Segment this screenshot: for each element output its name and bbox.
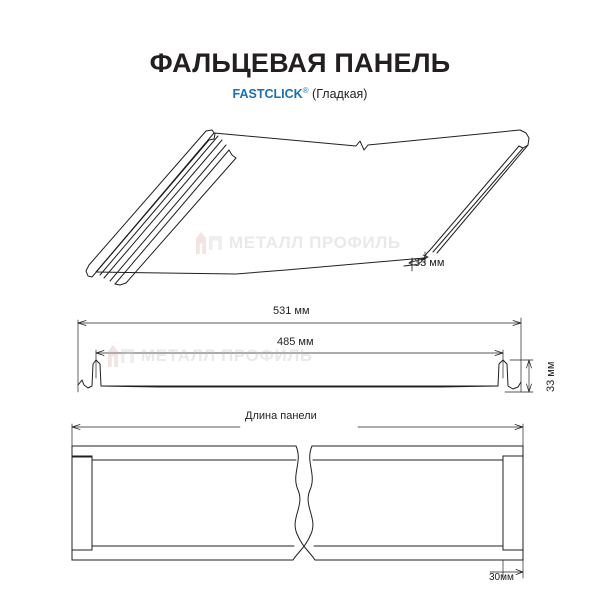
perspective-view [86,130,529,285]
cross-section-view [78,318,533,392]
watermark-text: МЕТАЛЛ ПРОФИЛЬ [141,346,313,365]
watermark-text: МЕТАЛЛ ПРОФИЛЬ [229,233,401,252]
panel-length-label: Длина панели [245,410,317,422]
edge-fold-label: 30мм [489,572,514,583]
total-width-label: 531 мм [273,305,310,317]
page-title: ФАЛЬЦЕВАЯ ПАНЕЛЬ [149,48,451,78]
section-height-label: 33 мм [545,361,557,392]
useful-width-label: 485 мм [277,336,314,348]
perspective-height-label: 33 мм [414,257,445,269]
brand-name: FASTCLICK [232,87,303,102]
plan-view [72,424,523,578]
subtitle-suffix: (Гладкая) [308,87,368,102]
brand-registered-icon: ® [302,86,309,95]
